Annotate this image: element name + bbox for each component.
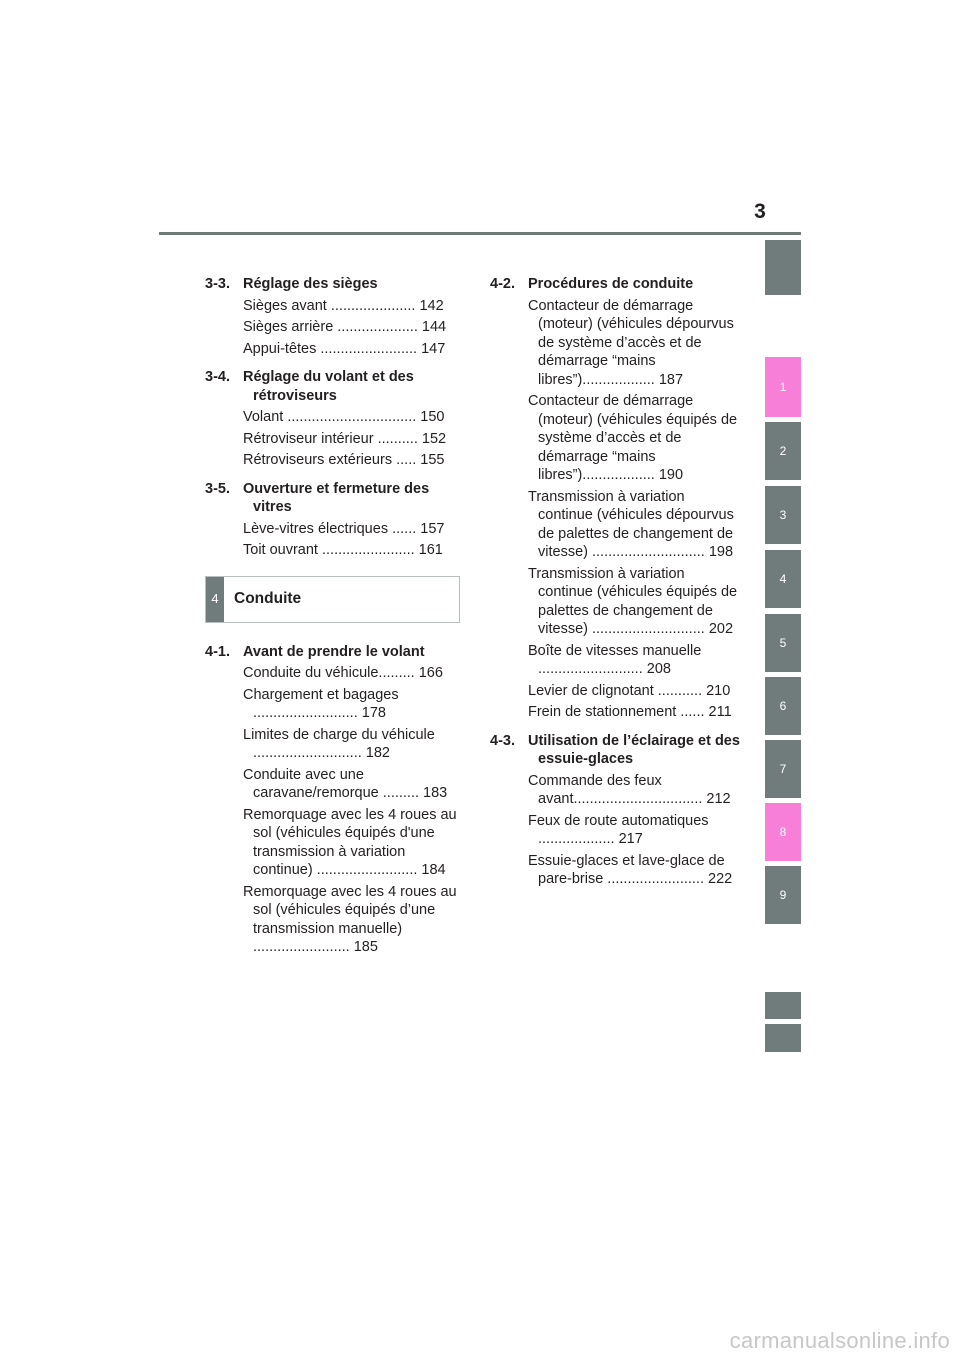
section-title: Ouverture et fermeture des vitres: [243, 480, 430, 515]
toc-entry[interactable]: Sièges avant ..................... 142: [243, 297, 444, 314]
section-3-4: [205, 368, 460, 405]
chapter-number: 4: [206, 577, 224, 622]
section-number: 4-3.: [490, 732, 515, 749]
chapter-heading-box: [205, 576, 460, 623]
toc-entry[interactable]: Conduite avec une caravane/remorque ......... 183: [243, 766, 448, 801]
section-title: Procédures de conduite: [528, 276, 694, 292]
toc-entry[interactable]: Remorquage avec les 4 roues au sol (véhicules équipés d’une transmission manuelle) ........................ 185: [243, 883, 457, 955]
section-4-2: [490, 275, 740, 294]
toc-entry[interactable]: Toit ouvrant ....................... 161: [243, 542, 443, 558]
toc-entry[interactable]: Levier de clignotant ........... 210: [528, 682, 731, 699]
section-3-5: [205, 480, 460, 517]
watermark: carmanualsonline.info: [729, 1328, 950, 1353]
chapter-tab-blank[interactable]: [765, 240, 801, 295]
toc-entry[interactable]: Contacteur de démarrage (moteur) (véhicules équipés de système d’accès et de démarrage “mains libres”).................. 190: [528, 393, 738, 483]
chapter-tab-index-a[interactable]: [765, 992, 801, 1019]
toc-entry[interactable]: Sièges arrière .................... 144: [243, 319, 447, 335]
section-title: Avant de prendre le volant: [243, 643, 425, 660]
toc-entry[interactable]: Transmission à variation continue (véhicules dépourvus de palettes de changement de vitesse) ............................ 198: [528, 488, 734, 560]
chapter-title: Conduite: [234, 589, 302, 607]
section-3-3: [205, 275, 460, 294]
toc-entry[interactable]: Rétroviseur intérieur .......... 152: [243, 430, 447, 447]
chapter-tab-8[interactable]: 8: [765, 803, 801, 861]
section-number: 4-1.: [205, 643, 230, 660]
section-title: Utilisation de l’éclairage et des essuie-glaces: [528, 732, 740, 767]
section-4-3: [490, 732, 740, 769]
toc-entry[interactable]: Commande des feux avant................................ 212: [528, 772, 731, 807]
section-number: 3-3.: [205, 276, 230, 292]
toc-entry[interactable]: Rétroviseurs extérieurs ..... 155: [243, 452, 445, 468]
toc-entry[interactable]: Appui-têtes ........................ 147: [243, 340, 446, 357]
chapter-tab-5[interactable]: 5: [765, 614, 801, 672]
toc-entry[interactable]: Remorquage avec les 4 roues au sol (véhicules équipés d'une transmission à variation continue) ......................... 184: [243, 806, 457, 878]
toc-right-column: [490, 275, 740, 889]
toc-entry[interactable]: Boîte de vitesses manuelle .......................... 208: [528, 642, 702, 677]
toc-entry[interactable]: Frein de stationnement ...... 211: [528, 704, 732, 720]
chapter-tab-7[interactable]: 7: [765, 740, 801, 798]
toc-entry[interactable]: Lève-vitres électriques ...... 157: [243, 520, 445, 537]
chapter-tab-index-b[interactable]: [765, 1024, 801, 1052]
chapter-tab-1[interactable]: 1: [765, 357, 801, 417]
chapter-tab-4[interactable]: 4: [765, 550, 801, 608]
toc-left-column: [205, 275, 460, 957]
section-number: 4-2.: [490, 276, 515, 292]
page-number: 3: [754, 200, 766, 223]
chapter-tab-3[interactable]: 3: [765, 486, 801, 544]
section-number: 3-4.: [205, 369, 230, 385]
section-title: Réglage du volant et des rétroviseurs: [243, 369, 414, 404]
toc-entry[interactable]: Limites de charge du véhicule ........................... 182: [243, 726, 435, 761]
toc-entry[interactable]: Essuie-glaces et lave-glace de pare-brise ........................ 222: [528, 852, 733, 887]
chapter-tab-9[interactable]: 9: [765, 866, 801, 924]
toc-entry[interactable]: Volant ................................ 150: [243, 409, 445, 425]
section-4-1: [205, 643, 460, 662]
header-rule: [159, 232, 801, 235]
toc-entry[interactable]: Feux de route automatiques ................... 217: [528, 812, 709, 847]
toc-entry[interactable]: Conduite du véhicule......... 166: [243, 665, 443, 681]
chapter-tab-2[interactable]: 2: [765, 422, 801, 480]
chapter-tab-6[interactable]: 6: [765, 677, 801, 735]
toc-entry[interactable]: Transmission à variation continue (véhicules équipés de palettes de changement de vitesse) ............................ 202: [528, 565, 738, 637]
section-number: 3-5.: [205, 480, 230, 497]
section-title: Réglage des sièges: [243, 276, 378, 292]
toc-entry[interactable]: Contacteur de démarrage (moteur) (véhicules dépourvus de système d’accès et de démarrage “mains libres”).................. 187: [528, 297, 734, 388]
toc-entry[interactable]: Chargement et bagages .......................... 178: [243, 686, 399, 721]
